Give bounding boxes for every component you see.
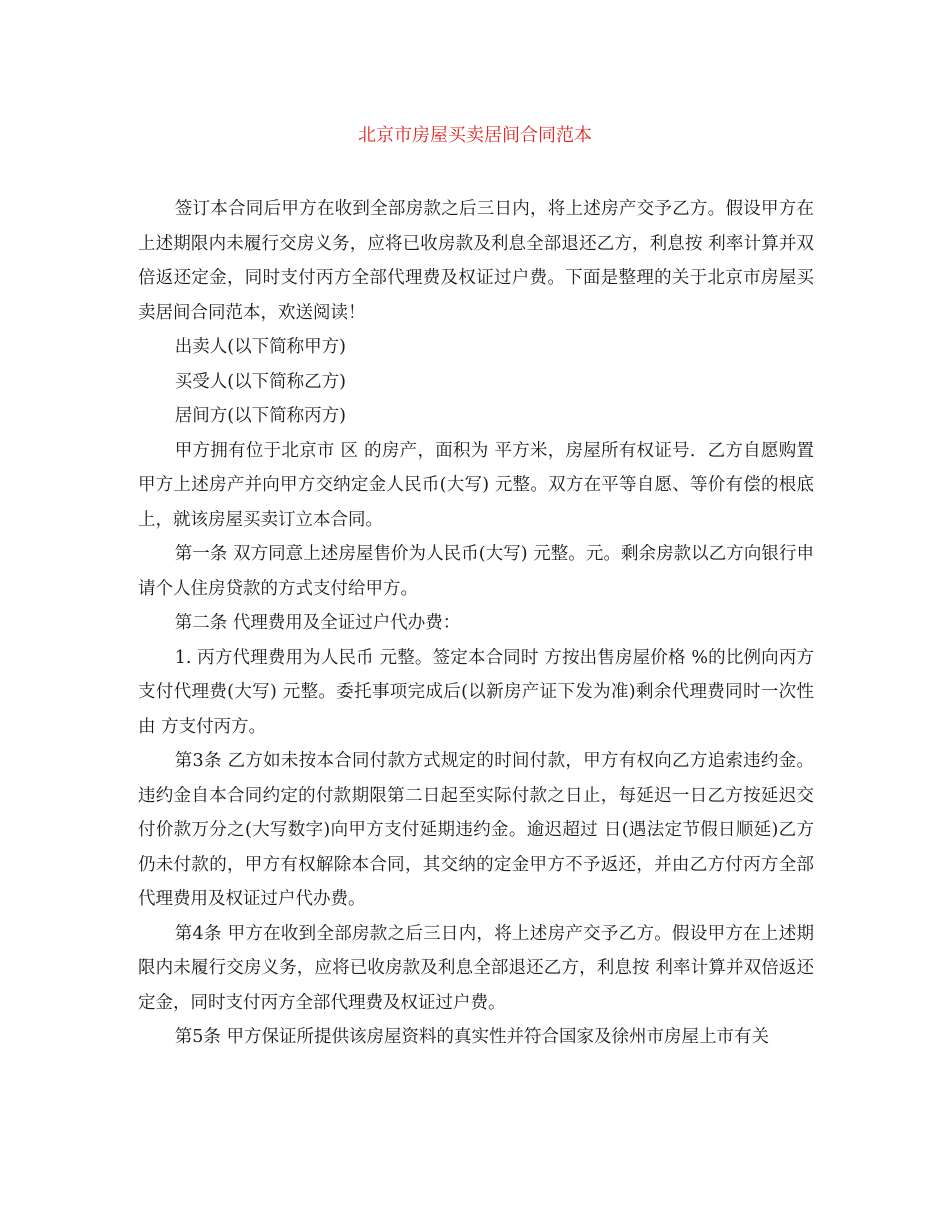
- paragraph-article-2-item-1: 1. 丙方代理费用为人民币 元整。签定本合同时 方按出售房屋价格 %的比例向丙方支付代理费(大写) 元整。委托事项完成后(以新房产证下发为准)剩余代理费同时一次性由 方支付丙方。: [138, 647, 814, 737]
- paragraph-property: 甲方拥有位于北京市 区 的房产，面积为 平方米，房屋所有权证号．乙方自愿购置甲方上述房产并向甲方交纳定金人民币(大写) 元整。双方在平等自愿、等价有偿的根底上，就该房屋买卖订立本合同。: [138, 440, 814, 530]
- paragraph-article-2: 第二条 代理费用及全证过户代办费：: [174, 613, 461, 633]
- document-title: 北京市房屋买卖居间合同范本: [358, 125, 592, 146]
- paragraph-buyer: 买受人(以下简称乙方): [174, 371, 346, 392]
- paragraph-intro: 签订本合同后甲方在收到全部房款之后三日内，将上述房产交予乙方。假设甲方在上述期限内未履行交房义务，应将已收房款及利息全部退还乙方，利息按 利率计算并双倍返还定金，同时支付丙方全部代理费及权证过户费。下面是整理的关于北京市房屋买卖居间合同范本，欢送阅读！: [138, 199, 814, 323]
- paragraph-article-1: 第一条 双方同意上述房屋售价为人民币(大写) 元整。元。剩余房款以乙方向银行申请个人住房贷款的方式支付给甲方。: [138, 544, 814, 599]
- paragraph-seller: 出卖人(以下简称甲方): [174, 337, 346, 357]
- paragraph-article-5: 第5条 甲方保证所提供该房屋资料的真实性并符合国家及徐州市房屋上市有关: [174, 1027, 769, 1047]
- paragraph-intermediary: 居间方(以下简称丙方): [174, 406, 346, 426]
- document-body: [138, 192, 814, 1055]
- paragraph-article-3: 第3条 乙方如未按本合同付款方式规定的时间付款，甲方有权向乙方追索违约金。违约金自本合同约定的付款期限第二日起至实际付款之日止，每延迟一日乙方按延迟交付价款万分之(大写数字)向甲方支付延期违约金。逾迟超过 日(遇法定节假日顺延)乙方仍未付款的，甲方有权解除本合同，其交纳的定金甲方不予返还，并由乙方付丙方全部代理费用及权证过户代办费。: [138, 751, 814, 909]
- paragraph-article-4: 第4条 甲方在收到全部房款之后三日内，将上述房产交予乙方。假设甲方在上述期限内未履行交房义务，应将已收房款及利息全部退还乙方，利息按 利率计算并双倍返还定金，同时支付丙方全部代理费及权证过户费。: [138, 923, 814, 1013]
